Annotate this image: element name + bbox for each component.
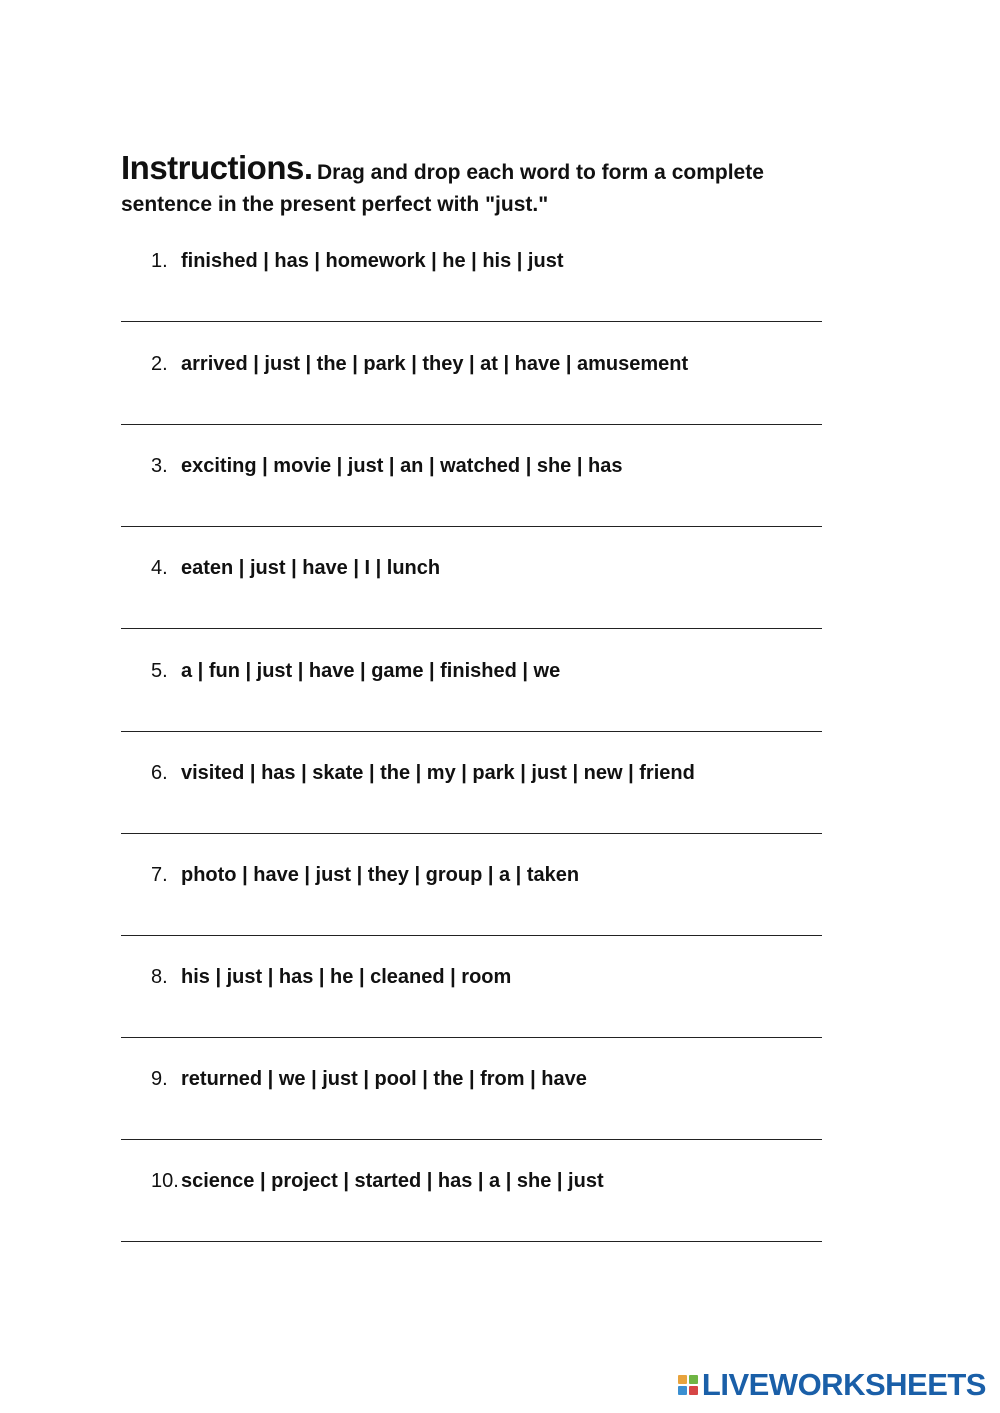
question-number: 4. bbox=[151, 557, 168, 579]
answer-drop-line[interactable] bbox=[121, 424, 822, 425]
word-bank[interactable]: arrived | just | the | park | they | at | have | amusement bbox=[181, 353, 689, 375]
instructions-text-line1: Drag and drop each word to form a complete bbox=[316, 161, 764, 184]
word-bank[interactable]: finished | has | homework | he | his | just bbox=[181, 250, 564, 272]
answer-drop-line[interactable] bbox=[121, 833, 822, 834]
question-item bbox=[151, 555, 440, 581]
instructions-text-line2: sentence in the present perfect with "just." bbox=[121, 193, 549, 216]
question-item bbox=[151, 658, 560, 684]
word-bank[interactable]: eaten | just | have | I | lunch bbox=[181, 557, 441, 579]
question-item bbox=[151, 964, 511, 990]
question-number: 7. bbox=[151, 864, 168, 886]
answer-drop-line[interactable] bbox=[121, 628, 822, 629]
answer-drop-line[interactable] bbox=[121, 1037, 822, 1038]
word-bank[interactable]: exciting | movie | just | an | watched | she | has bbox=[181, 455, 623, 477]
question-number: 6. bbox=[151, 762, 168, 784]
liveworksheets-logo bbox=[678, 1367, 986, 1403]
question-item bbox=[151, 1168, 604, 1194]
question-number: 5. bbox=[151, 660, 168, 682]
question-number: 3. bbox=[151, 455, 168, 477]
question-item bbox=[151, 248, 564, 274]
question-item bbox=[151, 1066, 587, 1092]
liveworksheets-logo-icon bbox=[678, 1375, 698, 1395]
question-number: 1. bbox=[151, 250, 168, 272]
question-number: 2. bbox=[151, 353, 168, 375]
word-bank[interactable]: visited | has | skate | the | my | park | just | new | friend bbox=[181, 762, 695, 784]
word-bank[interactable]: his | just | has | he | cleaned | room bbox=[181, 966, 512, 988]
instructions-title: Instructions. bbox=[121, 149, 313, 186]
question-item bbox=[151, 862, 579, 888]
answer-drop-line[interactable] bbox=[121, 526, 822, 527]
question-item bbox=[151, 351, 688, 377]
instructions-heading bbox=[121, 146, 841, 197]
answer-drop-line[interactable] bbox=[121, 731, 822, 732]
word-bank[interactable]: a | fun | just | have | game | finished | we bbox=[181, 660, 561, 682]
word-bank[interactable]: photo | have | just | they | group | a | taken bbox=[181, 864, 580, 886]
word-bank[interactable]: returned | we | just | pool | the | from | have bbox=[181, 1068, 587, 1090]
question-number: 8. bbox=[151, 966, 168, 988]
answer-drop-line[interactable] bbox=[121, 1139, 822, 1140]
answer-drop-line[interactable] bbox=[121, 935, 822, 936]
answer-drop-line[interactable] bbox=[121, 1241, 822, 1242]
question-number: 9. bbox=[151, 1068, 168, 1090]
question-item bbox=[151, 760, 695, 786]
answer-drop-line[interactable] bbox=[121, 321, 822, 322]
word-bank[interactable]: science | project | started | has | a | she | just bbox=[181, 1170, 604, 1192]
logo-text: LIVEWORKSHEETS bbox=[701, 1367, 986, 1402]
instructions-block bbox=[121, 146, 841, 217]
question-number: 10. bbox=[151, 1170, 179, 1192]
question-item bbox=[151, 453, 622, 479]
